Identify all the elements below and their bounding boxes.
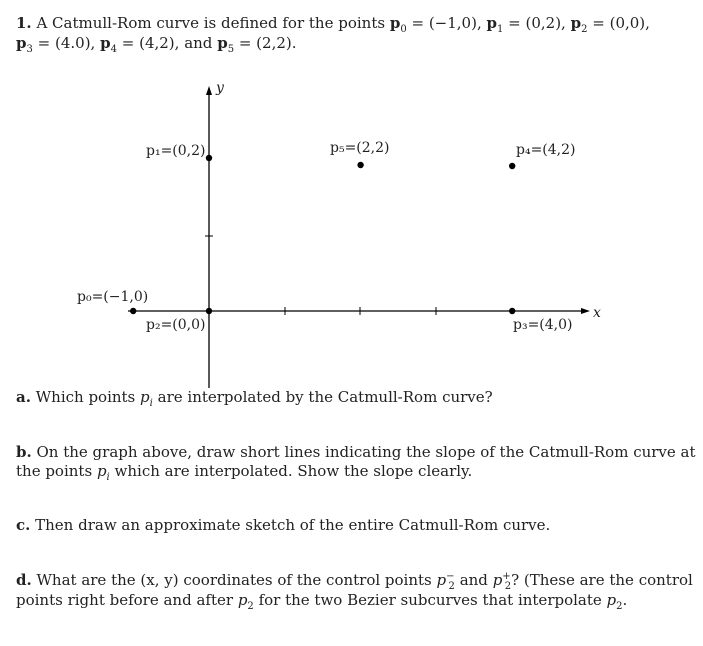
p5-symbol: p [217,34,228,52]
question-d-p2-sub: 2 [247,601,254,612]
p2-value: = (0,0), [592,14,650,32]
p2-symbol: p [570,14,582,32]
question-b-line2 [16,462,472,483]
question-a-text-start: Which points [35,388,136,406]
p4-symbol: p [100,34,111,52]
p5-label: p₅=(2,2) [330,140,390,156]
p2-minus-sub: 2 [448,581,455,592]
p4-subscript: 4 [110,44,117,55]
p1-symbol: p [486,14,497,32]
question-b-sub: i [106,472,110,483]
question-d-line1 [16,571,693,592]
point-p5 [357,162,363,168]
p0-subscript: 0 [400,24,407,35]
p1-label: p₁=(0,2) [146,143,206,159]
question-d-label: d. [16,571,32,589]
p0-value: = (−1,0), [411,14,482,32]
question-c [16,516,550,534]
question-d-p2b-sub: 2 [616,601,623,612]
question-d-text-2: ? (These are the control [511,571,693,589]
p0-symbol: p [389,14,401,32]
point-p1 [206,155,212,161]
question-a [16,388,493,409]
question-b-var: p [96,462,107,480]
p3-symbol: p [16,34,27,52]
p5-subscript: 5 [227,44,235,55]
p2-plus-sup: + [502,571,511,582]
x-axis-arrow [581,308,590,314]
point-p2 [206,308,212,314]
question-a-label: a. [16,388,31,406]
p4-value: = (4,2), and [121,34,213,52]
p2-plus-var: p [492,571,503,589]
question-d-text-3: points right before and after [16,591,234,609]
x-axis-label: x [593,305,601,321]
question-d-and: and [459,571,488,589]
question-a-text-end: are interpolated by the Catmull-Rom curve? [157,388,493,406]
question-a-var: p [140,388,150,406]
question-c-label: c. [16,516,31,534]
p5-value: = (2,2). [238,34,297,52]
problem-intro: A Catmull-Rom curve is defined for the points [36,14,386,32]
y-axis-label: y [216,80,224,96]
question-b-text-1: On the graph above, draw short lines indicating the slope of the Catmull-Rom curve at [36,443,696,461]
p2-minus-sup: − [446,571,455,582]
p2-plus-sub: 2 [504,581,512,592]
question-b-text-2b: which are interpolated. Show the slope clearly. [114,462,473,480]
question-d-text-4: for the two Bezier subcurves that interpolate [258,591,602,609]
p3-subscript: 3 [26,44,33,55]
question-b-line1 [16,443,696,461]
question-b-text-2a: the points [16,462,93,480]
p1-subscript: 1 [497,24,504,35]
question-c-text: Then draw an approximate sketch of the entire Catmull-Rom curve. [35,516,551,534]
p0-label: p₀=(−1,0) [77,289,149,305]
p2-minus-var: p [436,571,447,589]
p3-label: p₃=(4,0) [513,317,573,333]
point-p4 [509,163,515,169]
question-d-p2-var: p [237,591,248,609]
p2-label: p₂=(0,0) [146,317,206,333]
question-d-line2 [16,591,627,612]
p4-label: p₄=(4,2) [516,142,576,158]
y-axis-arrow [206,86,212,95]
question-a-sub: i [149,398,153,409]
p2-subscript: 2 [581,24,588,35]
question-b-label: b. [16,443,32,461]
question-d-end: . [622,591,628,609]
point-p0 [130,308,136,314]
p1-value: = (0,2), [508,14,566,32]
p3-value: = (4.0), [37,34,96,52]
point-p3 [509,308,515,314]
question-d-text-1: What are the (x, y) coordinates of the control points [36,571,432,589]
problem-number: 1. [16,14,32,32]
question-d-p2b-var: p [606,591,617,609]
